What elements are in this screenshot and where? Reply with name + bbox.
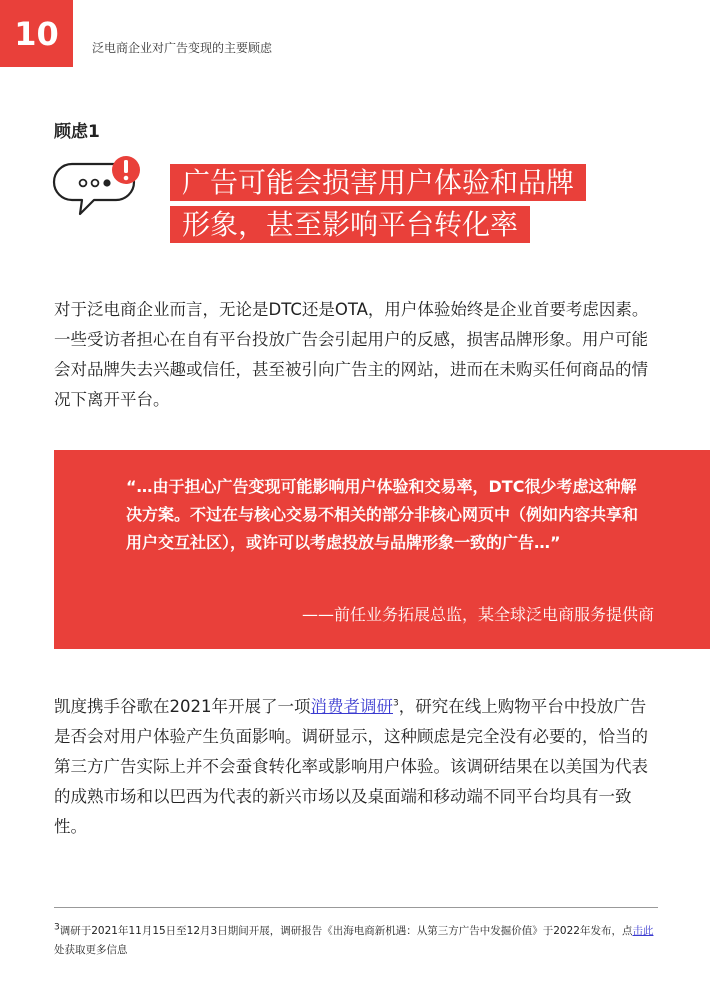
footnote-ref: 3: [393, 698, 399, 709]
quote-attribution: ——前任业务拓展总监，某全球泛电商服务提供商: [301, 605, 654, 624]
consumer-survey-link[interactable]: 消费者调研: [310, 697, 393, 716]
research-text-start: 凯度携手谷歌在2021年开展了一项: [54, 697, 311, 716]
footnote-marker: 3: [54, 922, 60, 933]
page-number-badge: 10: [0, 0, 73, 67]
footnote: [54, 922, 658, 960]
concern-label: 顾虑1: [54, 122, 100, 142]
quote-text: “…由于担心广告变现可能影响用户体验和交易率，DTC很少考虑这种解决方案。不过在与核心交易不相关的部分非核心网页中（例如内容共享和用户交互社区），或许可以考虑投放与品牌形象一致的广告…”: [126, 477, 639, 552]
footnote-click-here-link[interactable]: 击此: [632, 925, 654, 937]
research-paragraph: [54, 692, 658, 842]
running-header: 泛电商企业对广告变现的主要顾虑: [92, 41, 273, 55]
quote-block: [54, 450, 710, 649]
footnote-text-end: 处获取更多信息: [54, 944, 128, 956]
speech-bubble-alert-icon: [50, 150, 146, 222]
concern-headline: 广告可能会损害用户体验和品牌形象，甚至影响平台转化率: [170, 162, 590, 246]
intro-paragraph: 对于泛电商企业而言，无论是DTC还是OTA，用户体验始终是企业首要考虑因素。一些受访者担心在自有平台投放广告会引起用户的反感，损害品牌形象。用户可能会对品牌失去兴趣或信任，甚至被引向广告主的网站，进而在未购买任何商品的情况下离开平台。: [54, 300, 649, 409]
footnote-text-start: 调研于2021年11月15日至12月3日期间开展，调研报告《出海电商新机遇：从第三方广告中发掘价值》于2022年发布，点: [59, 925, 633, 937]
research-text-end: ，研究在线上购物平台中投放广告是否会对用户体验产生负面影响。调研显示，这种顾虑是完全没有必要的，恰当的第三方广告实际上并不会蚕食转化率或影响用户体验。该调研结果在以美国为代表的成熟市场和以巴西为代表的新兴市场以及桌面端和移动端不同平台均具有一致性。: [54, 697, 648, 836]
footnote-divider: [54, 907, 658, 908]
